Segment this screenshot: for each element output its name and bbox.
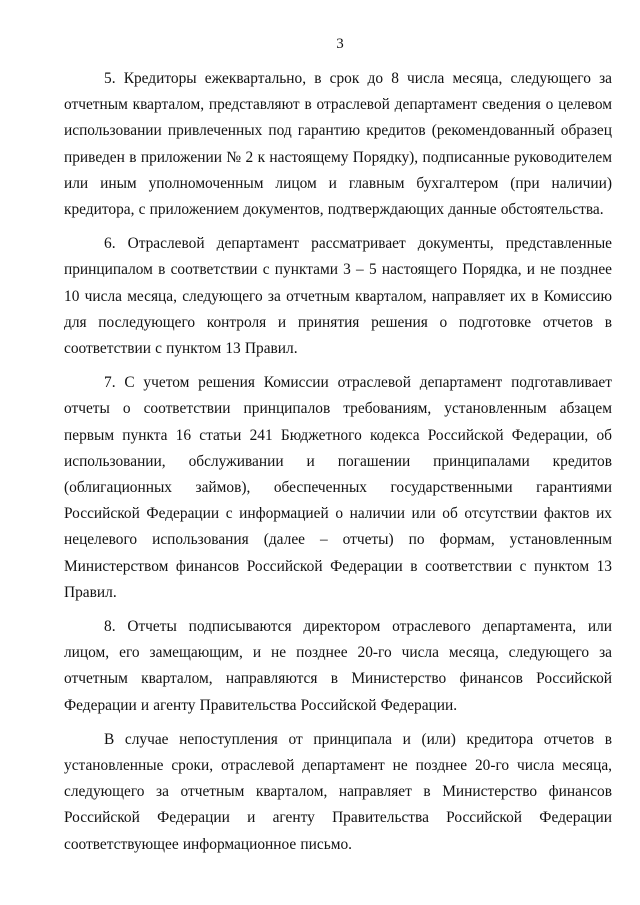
paragraph-7: 7. С учетом решения Комиссии отраслевой департамент подготавливает отчеты о соответствии принципалов требованиям, установленным абзацем первым пункта 16 статьи 241 Бюджетного кодекса Российской Федерации, об использовании, обслуживании и погашении принципалами кредитов (облигационных займов), обеспеченных государственными гарантиями Российской Федерации с информацией о наличии или об отсутствии фактов их нецелевого использования (далее – отчеты) по формам, установленным Министерством финансов Российской Федерации в соответствии с пунктом 13 Правил. <box>64 374 612 601</box>
page-number: 3 <box>336 36 344 52</box>
paragraph-6: 6. Отраслевой департамент рассматривает документы, представленные принципалом в соответствии с пунктами 3 – 5 настоящего Порядка, и не позднее 10 числа месяца, следующего за отчетным кварталом, направляет их в Комиссию для последующего контроля и принятия решения о подготовке отчетов в соответствии с пунктом 13 Правил. <box>64 235 612 358</box>
paragraph-non-receipt: В случае непоступления от принципала и (или) кредитора отчетов в установленные сроки, отраслевой департамент не позднее 20-го числа месяца, следующего за отчетным кварталом, направляет в Министерство финансов Российской Федерации и агенту Правительства Российской Федерации соответствующее информационное письмо. <box>64 730 612 853</box>
paragraph-8: 8. Отчеты подписываются директором отраслевого департамента, или лицом, его замещающим, и не позднее 20-го числа месяца, следующего за отчетным кварталом, направляются в Министерство финансов Российской Федерации и агенту Правительства Российской Федерации. <box>64 618 612 714</box>
paragraph-5: 5. Кредиторы ежеквартально, в срок до 8 числа месяца, следующего за отчетным кварталом, представляют в отраслевой департамент сведения о целевом использовании привлеченных под гарантию кредитов (рекомендованный образец приведен в приложении № 2 к настоящему Порядку), подписанные руководителем или иным уполномоченным лицом и главным бухгалтером (при наличии) кредитора, с приложением документов, подтверждающих данные обстоятельства. <box>64 70 612 219</box>
document-body <box>64 66 612 864</box>
